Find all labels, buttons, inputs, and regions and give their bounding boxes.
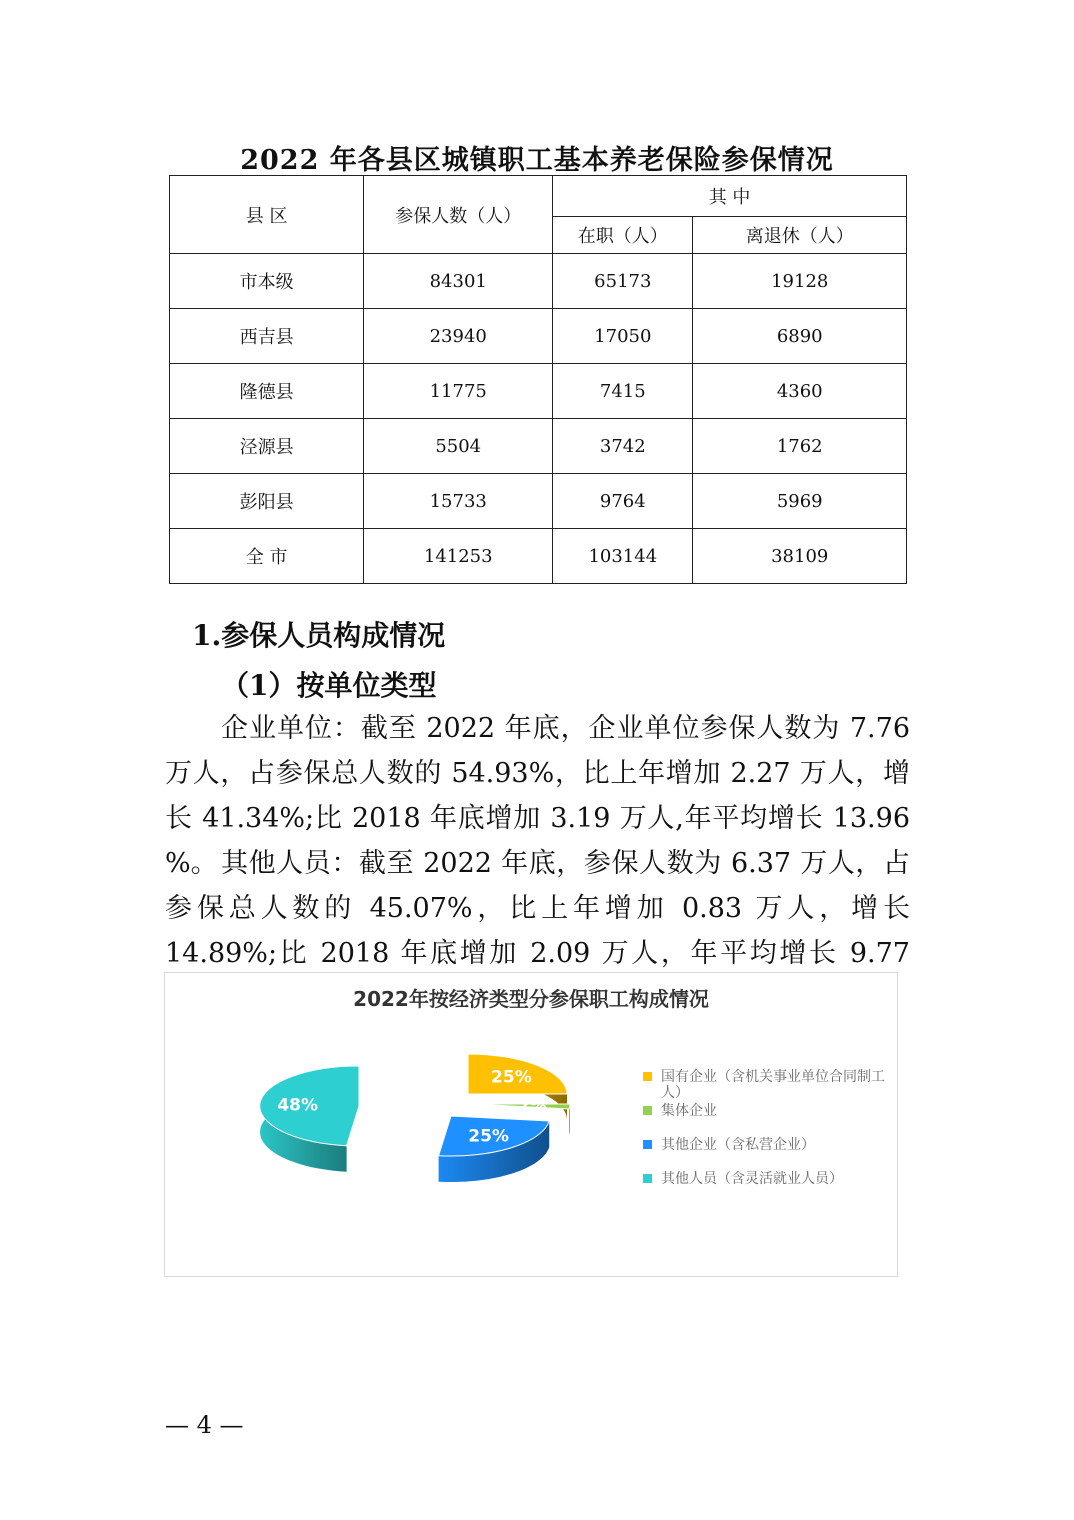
cell-retired: 38109 (693, 529, 907, 584)
legend-swatch (643, 1140, 652, 1149)
section-heading: 1.参保人员构成情况 (192, 619, 446, 652)
slice-collective-label: 2% (517, 1096, 547, 1117)
cell-insured: 84301 (364, 254, 553, 309)
cell-name: 彭阳县 (170, 474, 364, 529)
paragraph-enterprise-text: 企业单位：截至 2022 年底，企业单位参保人数为 7.76 万人，占参保总人数的 54.93%，比上年增加 2.27 万人，增长 41.34%;比 2018 年底增加 3.19 万人,年平均增长 13.96 %。 (165, 713, 910, 879)
legend-label: 其他企业（含私营企业） (661, 1137, 815, 1153)
cell-employed: 17050 (553, 309, 693, 364)
chart-title: 2022年按经济类型分参保职工构成情况 (353, 987, 709, 1011)
cell-name: 全 市 (170, 529, 364, 584)
cell-insured: 23940 (364, 309, 553, 364)
pie-chart (164, 972, 898, 1277)
paragraph-others-text: 其他人员：截至 2022 年底，参保人数为 6.37 万人，占参保总人数的 45.07%，比上年增加 0.83 万人，增长 14.89%;比 2018 年底增加 2.09 万人，年平均增长 9.77 (165, 848, 910, 969)
header-insured: 参保人数（人） (364, 176, 553, 254)
table-row (170, 309, 907, 364)
slice-other-enterprise-label: 25% (468, 1126, 509, 1147)
table-row (170, 419, 907, 474)
cell-retired: 4360 (693, 364, 907, 419)
table-row (170, 474, 907, 529)
slice-state-label: 25% (491, 1067, 532, 1088)
header-of-which: 其 中 (553, 176, 907, 217)
cell-retired: 6890 (693, 309, 907, 364)
cell-employed: 7415 (553, 364, 693, 419)
cell-name: 隆德县 (170, 364, 364, 419)
cell-retired: 1762 (693, 419, 907, 474)
cell-insured: 15733 (364, 474, 553, 529)
slice-other-persons-label: 48% (277, 1095, 319, 1116)
cell-name: 西吉县 (170, 309, 364, 364)
cell-insured: 11775 (364, 364, 553, 419)
cell-name: 市本级 (170, 254, 364, 309)
cell-retired: 5969 (693, 474, 907, 529)
cell-employed: 65173 (553, 254, 693, 309)
cell-employed: 9764 (553, 474, 693, 529)
cell-insured: 141253 (364, 529, 553, 584)
table-title: 2022 年各县区城镇职工基本养老保险参保情况 (240, 145, 834, 176)
table-row (170, 254, 907, 309)
legend-label: 其他人员（含灵活就业人员） (661, 1171, 843, 1187)
insurance-table (169, 175, 907, 584)
cell-name: 泾源县 (170, 419, 364, 474)
cell-retired: 19128 (693, 254, 907, 309)
cell-employed: 3742 (553, 419, 693, 474)
pie-chart-svg (165, 993, 635, 1273)
cell-employed: 103144 (553, 529, 693, 584)
header-retired: 离退休（人） (693, 217, 907, 254)
legend-swatch (643, 1072, 652, 1081)
header-employed: 在职（人） (553, 217, 693, 254)
table-row (170, 529, 907, 584)
legend-swatch (643, 1174, 652, 1183)
section-subheading: （1）按单位类型 (221, 669, 437, 702)
table-row (170, 364, 907, 419)
legend-label: 集体企业 (661, 1103, 717, 1119)
legend-label: 国有企业（含机关事业单位合同制工人） (661, 1069, 885, 1101)
legend-swatch (643, 1106, 652, 1115)
page-number: — 4 — (165, 1411, 244, 1439)
header-county: 县 区 (170, 176, 364, 254)
cell-insured: 5504 (364, 419, 553, 474)
